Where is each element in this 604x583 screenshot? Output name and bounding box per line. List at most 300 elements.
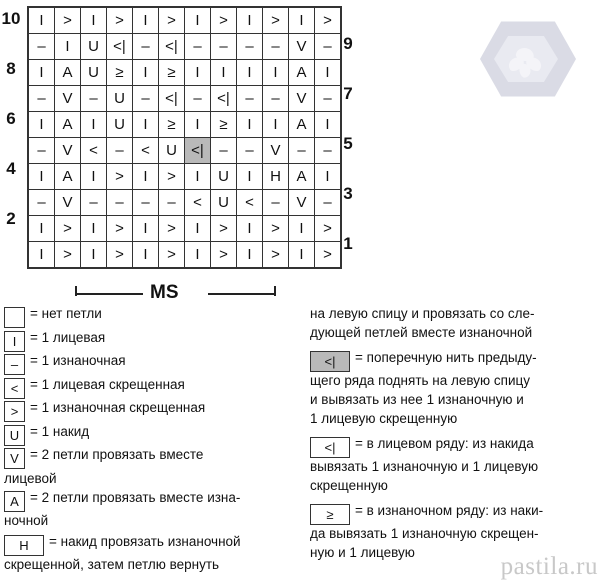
legend-symbol-yarn-over: [4, 425, 25, 446]
stitch-cell: [315, 34, 341, 60]
stitch-symbol: <|: [165, 90, 178, 107]
stitch-cell: [133, 242, 159, 268]
stitch-symbol: ≥: [167, 116, 176, 133]
stitch-cell: [55, 190, 81, 216]
stitch-symbol: V: [270, 142, 281, 159]
stitch-cell: [237, 34, 263, 60]
stitch-cell: [263, 138, 289, 164]
repeat-label: MS: [150, 282, 179, 303]
stitch-cell: [289, 34, 315, 60]
stitch-symbol: I: [39, 246, 44, 263]
stitch-symbol: I: [91, 168, 96, 185]
stitch-symbol: <: [193, 194, 202, 211]
stitch-symbol: V: [296, 38, 307, 55]
stitch-cell: [211, 164, 237, 190]
stitch-cell: [211, 190, 237, 216]
stitch-symbol: >: [219, 220, 228, 237]
stitch-cell: [211, 86, 237, 112]
legend-symbol-purl: [4, 354, 25, 375]
stitch-symbol: I: [195, 64, 200, 81]
stitch-symbol: –: [271, 38, 280, 55]
repeat-tick-left: [75, 286, 77, 296]
stitch-cell: [29, 190, 55, 216]
stitch-symbol: <: [89, 142, 98, 159]
legend-symbol-glyph: ≥: [326, 506, 334, 522]
stitch-cell: [237, 138, 263, 164]
stitch-symbol: –: [141, 90, 150, 107]
stitch-cell: [55, 34, 81, 60]
stitch-symbol: A: [62, 64, 73, 81]
legend-text-lifted-strand: = поперечную нить предыду-: [355, 349, 537, 365]
legend-symbol-glyph: >: [10, 404, 19, 419]
stitch-cell: [237, 112, 263, 138]
stitch-symbol: I: [143, 64, 148, 81]
repeat-line-left: [75, 293, 143, 295]
stitch-cell: [315, 138, 341, 164]
stitch-cell: [81, 60, 107, 86]
stitch-symbol: –: [167, 194, 176, 211]
legend-text-lifted-strand-line4: 1 лицевую скрещенную: [310, 411, 458, 426]
legend-text-purl: = 1 изнаночная: [30, 353, 126, 368]
stitch-symbol: U: [166, 142, 177, 159]
stitch-cell: [263, 86, 289, 112]
legend-item-purl-twisted: [4, 400, 304, 421]
stitch-cell: [133, 34, 159, 60]
stitch-cell: [211, 138, 237, 164]
stitch-cell: [29, 216, 55, 242]
stitch-cell: [185, 138, 211, 164]
legend-symbol-glyph: <|: [324, 353, 336, 369]
stitch-symbol: I: [299, 220, 304, 237]
stitch-cell: [315, 60, 341, 86]
legend-text-yo-purl-twisted-cont: скрещенной, затем петлю вернуть: [4, 557, 220, 572]
stitch-symbol: I: [299, 12, 304, 29]
legend-item-lifted-strand: [310, 350, 602, 371]
stitch-row: [29, 216, 341, 242]
stitch-symbol: I: [195, 116, 200, 133]
stitch-cell: [107, 34, 133, 60]
stitch-cell: [133, 8, 159, 34]
stitch-symbol: I: [39, 220, 44, 237]
stitch-cell: [237, 190, 263, 216]
stitch-cell: [289, 60, 315, 86]
legend-item-knit-twisted: [4, 377, 304, 398]
stitch-symbol: >: [323, 246, 332, 263]
row-number-left-10: 10: [1, 9, 21, 28]
stitch-cell: [81, 190, 107, 216]
stitch-symbol: –: [193, 38, 202, 55]
legend-text-p2tog-cont: ночной: [4, 513, 49, 528]
stitch-symbol: >: [219, 246, 228, 263]
stitch-symbol: I: [195, 220, 200, 237]
stitch-symbol: >: [167, 168, 176, 185]
stitch-cell: [263, 190, 289, 216]
stitch-cell: [107, 138, 133, 164]
legend-symbol-no-stitch: [4, 307, 25, 328]
stitch-cell: [29, 242, 55, 268]
stitch-symbol: –: [37, 38, 46, 55]
stitch-row: [29, 242, 341, 268]
stitch-row: [29, 8, 341, 34]
stitch-cell: [159, 86, 185, 112]
stitch-cell: [55, 216, 81, 242]
stitch-cell: [55, 164, 81, 190]
stitch-cell: [263, 112, 289, 138]
legend-right-continuation-line-2: дующей петлей вместе изнаночной: [310, 325, 533, 340]
stitch-symbol: >: [115, 12, 124, 29]
stitch-cell: [81, 242, 107, 268]
stitch-symbol: I: [247, 246, 252, 263]
stitch-symbol: –: [323, 38, 332, 55]
stitch-symbol: –: [245, 142, 254, 159]
stitch-symbol: I: [39, 116, 44, 133]
stitch-cell: [133, 86, 159, 112]
stitch-symbol: <: [141, 142, 150, 159]
stitch-symbol: I: [273, 116, 278, 133]
stitch-cell: [159, 112, 185, 138]
stitch-symbol: –: [115, 142, 124, 159]
stitch-cell: [29, 60, 55, 86]
stitch-cell: [237, 60, 263, 86]
stitch-row: [29, 164, 341, 190]
stitch-cell: [185, 60, 211, 86]
stitch-symbol: A: [296, 168, 307, 185]
stitch-symbol: U: [114, 90, 125, 107]
stitch-symbol: >: [271, 246, 280, 263]
stitch-symbol: >: [115, 220, 124, 237]
stitch-symbol: U: [218, 168, 229, 185]
stitch-cell: [289, 242, 315, 268]
legend-text-purl-twisted: = 1 изнаночная скрещенная: [30, 400, 206, 415]
stitch-cell: [211, 8, 237, 34]
legend-item-no-stitch: [4, 306, 304, 327]
stitch-symbol: –: [297, 142, 306, 159]
row-number-right-5: 5: [343, 134, 353, 153]
stitch-symbol: >: [323, 220, 332, 237]
stitch-cell: [133, 164, 159, 190]
legend-symbol-glyph: I: [12, 333, 17, 349]
stitch-cell: [107, 60, 133, 86]
stitch-cell: [315, 86, 341, 112]
legend-symbol-knit: [4, 331, 25, 352]
repeat-line-right: [208, 293, 276, 295]
stitch-cell: [133, 112, 159, 138]
stitch-cell: [159, 60, 185, 86]
stitch-cell: [315, 242, 341, 268]
stitch-cell: [263, 242, 289, 268]
legend-right-continuation-line-1: на левую спицу и провязать со сле-: [310, 306, 535, 321]
legend-symbol-knit-twisted: [4, 378, 25, 399]
stitch-symbol: U: [114, 116, 125, 133]
legend-text-lifted-strand-line3: и вывязать из нее 1 изнаночную и: [310, 392, 524, 407]
row-number-right-1: 1: [343, 234, 353, 253]
stitch-symbol: –: [219, 142, 228, 159]
stitch-symbol: <|: [113, 38, 126, 55]
stitch-row: [29, 190, 341, 216]
stitch-cell: [133, 216, 159, 242]
stitch-symbol: >: [323, 12, 332, 29]
stitch-symbol: I: [247, 64, 252, 81]
stitch-cell: [159, 242, 185, 268]
stitch-cell: [55, 112, 81, 138]
stitch-cell: [185, 164, 211, 190]
stitch-cell: [263, 216, 289, 242]
row-number-right-7: 7: [343, 84, 353, 103]
legend-text-rs-from-yo-line2: вывязать 1 изнаночную и 1 лицевую: [310, 459, 539, 474]
stitch-symbol: >: [167, 246, 176, 263]
stitch-symbol: I: [91, 12, 96, 29]
stitch-cell: [289, 190, 315, 216]
legend-text-knit-twisted: = 1 лицевая скрещенная: [30, 376, 185, 392]
stitch-cell: [81, 216, 107, 242]
stitch-symbol: –: [219, 38, 228, 55]
stitch-cell: [289, 112, 315, 138]
stitch-cell: [29, 138, 55, 164]
legend-text-p2tog: = 2 петли провязать вместе изна-: [30, 489, 241, 505]
legend-text-ws-from-yo: = в изнаночном ряду: из наки-: [355, 502, 544, 518]
stitch-cell: [159, 34, 185, 60]
stitch-symbol: I: [325, 64, 330, 81]
stitch-cell: [237, 164, 263, 190]
stitch-cell: [81, 86, 107, 112]
repeat-tick-right: [274, 286, 276, 296]
stitch-symbol: >: [167, 220, 176, 237]
legend-item-rs-from-yo: [310, 436, 602, 457]
stitch-symbol: I: [143, 12, 148, 29]
stitch-cell: [81, 138, 107, 164]
stitch-symbol: I: [39, 64, 44, 81]
legend-text-ws-from-yo-line3: ную и 1 лицевую: [310, 545, 415, 560]
stitch-symbol: –: [141, 38, 150, 55]
legend-text-rs-from-yo-line3: скрещенную: [310, 478, 388, 493]
stitch-row: [29, 86, 341, 112]
legend-text-knit: = 1 лицевая: [30, 329, 106, 345]
stitch-cell: [55, 86, 81, 112]
stitch-cell: [237, 8, 263, 34]
stitch-grid-table: [28, 7, 341, 268]
stitch-cell: [133, 190, 159, 216]
stitch-symbol: –: [141, 194, 150, 211]
legend-symbol-glyph: U: [9, 427, 20, 443]
stitch-symbol: A: [62, 168, 73, 185]
stitch-row: [29, 34, 341, 60]
stitch-cell: [29, 164, 55, 190]
row-number-left-4: 4: [6, 159, 16, 178]
stitch-cell: [159, 164, 185, 190]
legend-text-k2tog: = 2 петли провязать вместе: [30, 447, 204, 462]
legend-text-k2tog-cont: лицевой: [4, 470, 57, 486]
legend-text-no-stitch: = нет петли: [30, 306, 102, 321]
row-number-left-8: 8: [6, 59, 16, 78]
stitch-cell: [315, 8, 341, 34]
stitch-cell: [29, 34, 55, 60]
stitch-cell: [159, 8, 185, 34]
stitch-cell: [263, 8, 289, 34]
stitch-symbol: V: [62, 194, 73, 211]
stitch-cell: [211, 112, 237, 138]
stitch-symbol: <: [245, 194, 254, 211]
stitch-cell: [315, 164, 341, 190]
knitted-swatch-photo: [480, 20, 576, 98]
stitch-cell: [289, 8, 315, 34]
row-number-left-2: 2: [6, 209, 16, 228]
stitch-cell: [81, 8, 107, 34]
stitch-cell: [107, 112, 133, 138]
stitch-row: [29, 112, 341, 138]
stitch-symbol: V: [296, 194, 307, 211]
stitch-symbol: –: [89, 90, 98, 107]
stitch-symbol: ≥: [219, 116, 228, 133]
stitch-cell: [107, 164, 133, 190]
stitch-symbol: U: [218, 194, 229, 211]
stitch-symbol: –: [37, 142, 46, 159]
stitch-cell: [237, 242, 263, 268]
legend-item-ws-from-yo: [310, 503, 602, 524]
stitch-cell: [315, 112, 341, 138]
stitch-symbol: –: [245, 90, 254, 107]
stitch-cell: [81, 112, 107, 138]
stitch-symbol: –: [37, 90, 46, 107]
stitch-cell: [289, 216, 315, 242]
legend-item-knit: [4, 330, 304, 351]
stitch-symbol: I: [247, 12, 252, 29]
stitch-symbol: –: [245, 38, 254, 55]
stitch-cell: [237, 86, 263, 112]
legend-text-rs-from-yo: = в лицевом ряду: из накида: [355, 435, 534, 451]
stitch-symbol: V: [62, 142, 73, 159]
stitch-symbol: –: [115, 194, 124, 211]
stitch-cell: [29, 112, 55, 138]
stitch-symbol: I: [143, 168, 148, 185]
stitch-symbol: >: [219, 12, 228, 29]
stitch-cell: [159, 216, 185, 242]
stitch-symbol: I: [195, 168, 200, 185]
stitch-symbol: A: [296, 116, 307, 133]
stitch-symbol: –: [193, 90, 202, 107]
stitch-symbol: ≥: [115, 64, 124, 81]
stitch-cell: [81, 164, 107, 190]
stitch-cell: [107, 242, 133, 268]
stitch-cell: [159, 138, 185, 164]
stitch-cell: [55, 138, 81, 164]
stitch-cell: [81, 34, 107, 60]
stitch-cell: [185, 242, 211, 268]
stitch-cell: [185, 8, 211, 34]
legend-item-k2tog: [4, 447, 304, 468]
legend-item-purl: [4, 353, 304, 374]
legend-symbol-purl-twisted: [4, 401, 25, 422]
stitch-symbol: I: [273, 64, 278, 81]
stitch-cell: [211, 60, 237, 86]
stitch-symbol: H: [270, 168, 281, 185]
stitch-cell: [55, 8, 81, 34]
legend-item-p2tog: [4, 490, 304, 511]
stitch-symbol: –: [37, 194, 46, 211]
chart-area: [0, 0, 360, 303]
legend-symbol-glyph: V: [10, 451, 19, 466]
legend-text-yo-purl-twisted: = накид провязать изнаночной: [49, 533, 241, 549]
stitch-symbol: <|: [191, 142, 204, 159]
legend-symbol-rs-from-yo: [310, 437, 350, 458]
stitch-cell: [211, 216, 237, 242]
stitch-row: [29, 138, 341, 164]
stitch-cell: [159, 190, 185, 216]
stitch-symbol: >: [271, 220, 280, 237]
watermark: pastila.ru: [500, 553, 598, 580]
stitch-symbol: >: [63, 220, 72, 237]
stitch-cell: [29, 86, 55, 112]
stitch-symbol: >: [115, 168, 124, 185]
legend-symbol-lifted-strand: [310, 351, 350, 372]
stitch-symbol: I: [65, 38, 70, 55]
row-number-right-3: 3: [343, 184, 353, 203]
stitch-cell: [29, 8, 55, 34]
stitch-symbol: U: [88, 38, 99, 55]
stitch-symbol: >: [63, 246, 72, 263]
stitch-cell: [289, 86, 315, 112]
stitch-cell: [185, 86, 211, 112]
stitch-symbol: I: [91, 220, 96, 237]
stitch-symbol: >: [271, 12, 280, 29]
legend-symbol-yo-purl-twisted: [4, 535, 44, 556]
stitch-symbol: –: [271, 90, 280, 107]
stitch-symbol: U: [88, 64, 99, 81]
stitch-symbol: I: [91, 116, 96, 133]
stitch-cell: [133, 60, 159, 86]
stitch-symbol: I: [39, 12, 44, 29]
stitch-cell: [133, 138, 159, 164]
stitch-cell: [55, 242, 81, 268]
stitch-cell: [263, 164, 289, 190]
stitch-symbol: >: [115, 246, 124, 263]
stitch-symbol: I: [247, 220, 252, 237]
stitch-symbol: I: [195, 246, 200, 263]
stitch-symbol: ≥: [167, 64, 176, 81]
legend-left: [4, 306, 304, 576]
stitch-symbol: I: [325, 116, 330, 133]
stitch-cell: [185, 216, 211, 242]
legend-symbol-glyph: <|: [324, 439, 336, 455]
stitch-cell: [263, 60, 289, 86]
legend-right: [310, 306, 602, 564]
legend-symbol-glyph: –: [10, 357, 19, 372]
stitch-cell: [211, 34, 237, 60]
stitch-cell: [107, 216, 133, 242]
stitch-cell: [289, 138, 315, 164]
stitch-symbol: V: [296, 90, 307, 107]
stitch-grid: [27, 6, 342, 269]
stitch-symbol: V: [62, 90, 73, 107]
stitch-symbol: –: [89, 194, 98, 211]
legend-item-yo-purl-twisted: [4, 534, 304, 555]
row-number-left-6: 6: [6, 109, 16, 128]
stitch-cell: [185, 112, 211, 138]
stitch-cell: [107, 8, 133, 34]
legend-symbol-ws-from-yo: [310, 504, 350, 525]
stitch-symbol: I: [143, 246, 148, 263]
stitch-cell: [211, 242, 237, 268]
legend-text-lifted-strand-line2: щего ряда поднять на левую спицу: [310, 373, 530, 388]
stitch-cell: [237, 216, 263, 242]
stitch-cell: [185, 190, 211, 216]
stitch-symbol: I: [247, 116, 252, 133]
legend-symbol-k2tog: [4, 448, 25, 469]
legend-symbol-p2tog: [4, 491, 25, 512]
stitch-symbol: –: [323, 194, 332, 211]
stitch-row: [29, 60, 341, 86]
stitch-symbol: A: [62, 116, 73, 133]
stitch-symbol: <|: [217, 90, 230, 107]
